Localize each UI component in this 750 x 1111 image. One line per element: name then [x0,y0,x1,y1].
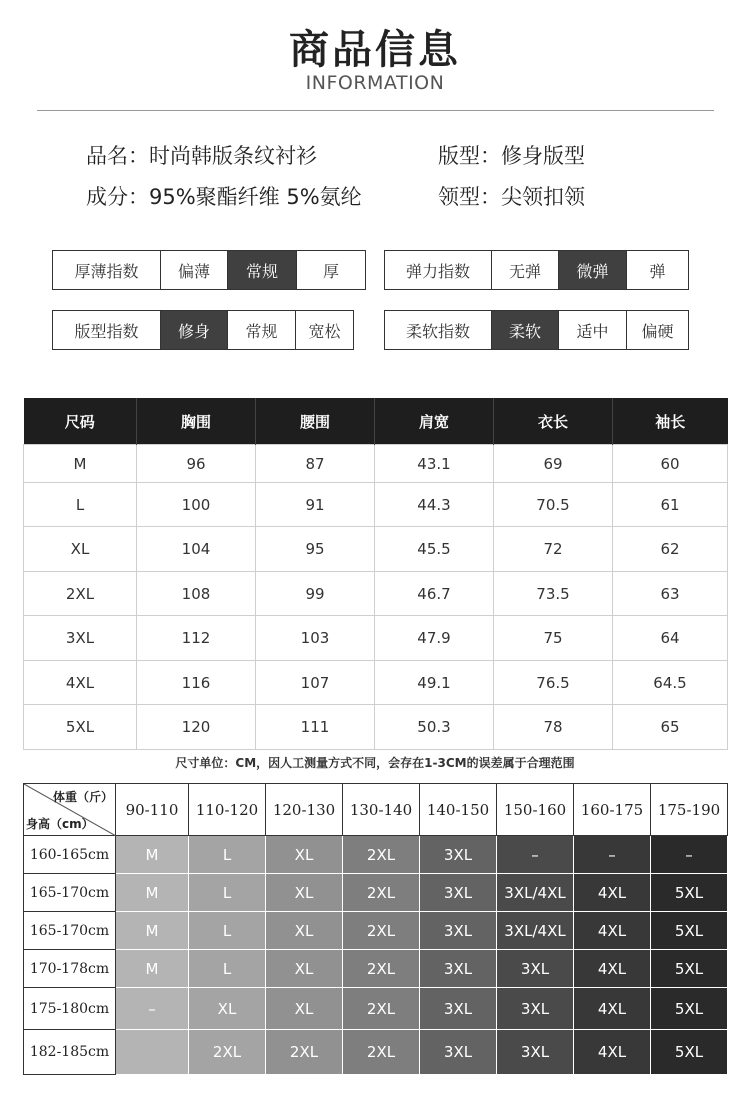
weight-axis-label: 体重（斤） [52,790,113,804]
size-row [24,483,728,527]
fit-size-cell: L [189,950,266,988]
product-collar-label: 领型： [438,185,501,209]
size-row [24,661,728,705]
fit-option-1: 常规 [227,311,295,349]
size-row [24,616,728,661]
size-row [24,445,728,483]
fit-size-cell: 3XL [420,874,497,912]
height-range: 165-170cm [24,874,116,912]
fit-size-cell [116,1030,189,1075]
size-row [24,705,728,750]
size-cell: 107 [256,661,375,705]
height-range: 160-165cm [24,836,116,874]
fit-row [24,874,728,912]
fit-size-cell: 4XL [574,1030,651,1075]
fit-size-cell: 4XL [574,950,651,988]
size-cell: 75 [494,616,613,661]
height-range: 175-180cm [24,988,116,1030]
height-axis-label: 身高（cm） [26,817,94,831]
size-table-header [24,398,728,445]
weight-range: 160-175 [574,784,651,836]
size-cell: 3XL [24,616,137,661]
size-cell: 2XL [24,572,137,616]
softness-option-0: 柔软 [491,311,558,349]
size-cell: 46.7 [375,572,494,616]
fit-size-cell: 3XL [497,1030,574,1075]
fit-size-cell: 2XL [343,988,420,1030]
product-collar [438,181,585,211]
fit-row [24,912,728,950]
fit-size-cell: XL [266,836,343,874]
size-cell: 63 [613,572,728,616]
weight-range: 90-110 [116,784,189,836]
fit-size-cell: 5XL [651,950,728,988]
size-cell: 100 [137,483,256,527]
weight-range: 110-120 [189,784,266,836]
size-cell: 65 [613,705,728,750]
product-fit-value: 修身版型 [501,144,585,168]
fit-row [24,836,728,874]
fit-size-cell: 5XL [651,874,728,912]
softness-index-label: 柔软指数 [405,321,470,341]
size-cell: 5XL [24,705,137,750]
fit-index-label: 版型指数 [74,321,139,341]
fit-size-cell: M [116,836,189,874]
page-title: 商品信息 [289,27,461,73]
fit-size-cell: 2XL [343,950,420,988]
size-cell: 95 [256,527,375,572]
measurement-note: 尺寸单位：CM，因人工测量方式不同，会存在1-3CM的误差属于合理范围 [175,756,575,770]
fit-size-cell: 2XL [343,912,420,950]
fit-size-cell: L [189,836,266,874]
product-name-label: 品名： [86,144,149,168]
size-cell: 116 [137,661,256,705]
fit-size-cell: 5XL [651,988,728,1030]
fit-size-cell: 3XL/4XL [497,912,574,950]
weight-range: 150-160 [497,784,574,836]
divider [37,110,714,111]
size-cell: 62 [613,527,728,572]
softness-index [384,310,689,350]
size-cell: 60 [613,445,728,483]
fit-size-cell: 4XL [574,988,651,1030]
size-header-size: 尺码 [24,398,137,445]
size-cell: 4XL [24,661,137,705]
fit-size-cell: – [574,836,651,874]
weight-range: 175-190 [651,784,728,836]
product-name [86,140,317,170]
softness-option-1: 适中 [558,311,626,349]
product-material-value: 95%聚酯纤维 5%氨纶 [149,185,362,209]
size-cell: 99 [256,572,375,616]
fit-size-cell: – [497,836,574,874]
height-range: 170-178cm [24,950,116,988]
fit-row [24,950,728,988]
fit-size-cell: 3XL [420,836,497,874]
fit-size-cell: 3XL [420,950,497,988]
product-fit-label: 版型： [438,144,501,168]
size-cell: 73.5 [494,572,613,616]
height-range: 165-170cm [24,912,116,950]
size-cell: 87 [256,445,375,483]
thickness-option-0: 偏薄 [160,251,227,289]
weight-range: 140-150 [420,784,497,836]
fit-size-cell: 4XL [574,912,651,950]
fit-index [52,310,354,350]
size-cell: 72 [494,527,613,572]
size-cell: 103 [256,616,375,661]
fit-size-cell: 2XL [189,1030,266,1075]
fit-size-cell: XL [189,988,266,1030]
thickness-option-1: 常规 [227,251,296,289]
fit-table-corner [24,784,116,836]
elasticity-option-2: 弹 [626,251,688,289]
size-header-waist: 腰围 [256,398,375,445]
size-row [24,572,728,616]
size-header-length: 衣长 [494,398,613,445]
fit-size-cell: M [116,950,189,988]
fit-size-cell: 2XL [266,1030,343,1075]
size-header-shoulder: 肩宽 [375,398,494,445]
fit-size-cell: M [116,874,189,912]
thickness-option-2: 厚 [296,251,365,289]
size-cell: 64 [613,616,728,661]
size-cell: 76.5 [494,661,613,705]
size-row [24,527,728,572]
fit-size-cell: – [116,988,189,1030]
product-material [86,181,362,211]
size-cell: 78 [494,705,613,750]
fit-option-0: 修身 [160,311,227,349]
elasticity-option-1: 微弹 [558,251,626,289]
product-material-label: 成分： [86,185,149,209]
size-cell: 43.1 [375,445,494,483]
size-cell: 111 [256,705,375,750]
size-cell: 96 [137,445,256,483]
fit-option-2: 宽松 [295,311,353,349]
fit-size-cell: 3XL/4XL [497,874,574,912]
size-cell: 61 [613,483,728,527]
weight-range: 120-130 [266,784,343,836]
size-cell: 50.3 [375,705,494,750]
thickness-index-label: 厚薄指数 [74,261,139,281]
fit-size-cell: 2XL [343,836,420,874]
height-range: 182-185cm [24,1030,116,1075]
size-header-chest: 胸围 [137,398,256,445]
size-cell: 44.3 [375,483,494,527]
size-cell: 70.5 [494,483,613,527]
fit-size-cell: XL [266,912,343,950]
fit-size-cell: L [189,912,266,950]
fit-size-cell: XL [266,988,343,1030]
elasticity-index [384,250,689,290]
size-table [23,398,728,750]
fit-size-cell: XL [266,874,343,912]
size-cell: 104 [137,527,256,572]
size-cell: 91 [256,483,375,527]
size-cell: 112 [137,616,256,661]
size-cell: L [24,483,137,527]
size-cell: 108 [137,572,256,616]
fit-table [23,783,728,1075]
fit-size-cell: 5XL [651,1030,728,1075]
fit-size-cell: 3XL [497,950,574,988]
product-collar-value: 尖领扣领 [501,185,585,209]
elasticity-option-0: 无弹 [491,251,558,289]
softness-option-2: 偏硬 [626,311,688,349]
size-cell: 47.9 [375,616,494,661]
fit-size-cell: 3XL [497,988,574,1030]
fit-size-cell: 3XL [420,988,497,1030]
size-cell: 64.5 [613,661,728,705]
thickness-index [52,250,366,290]
fit-size-cell: 2XL [343,874,420,912]
fit-size-cell: 5XL [651,912,728,950]
product-fit [438,140,585,170]
fit-size-cell: 3XL [420,1030,497,1075]
fit-size-cell: 3XL [420,912,497,950]
size-cell: 69 [494,445,613,483]
fit-table-header [24,784,728,836]
fit-size-cell: – [651,836,728,874]
fit-row [24,1030,728,1075]
weight-range: 130-140 [343,784,420,836]
size-cell: 120 [137,705,256,750]
product-name-value: 时尚韩版条纹衬衫 [149,144,317,168]
size-cell: 45.5 [375,527,494,572]
fit-size-cell: 2XL [343,1030,420,1075]
size-cell: XL [24,527,137,572]
fit-size-cell: XL [266,950,343,988]
fit-size-cell: 4XL [574,874,651,912]
size-cell: 49.1 [375,661,494,705]
fit-row [24,988,728,1030]
fit-size-cell: M [116,912,189,950]
fit-size-cell: L [189,874,266,912]
page-subtitle: INFORMATION [305,72,445,94]
size-cell: M [24,445,137,483]
size-header-sleeve: 袖长 [613,398,728,445]
elasticity-index-label: 弹力指数 [405,261,470,281]
